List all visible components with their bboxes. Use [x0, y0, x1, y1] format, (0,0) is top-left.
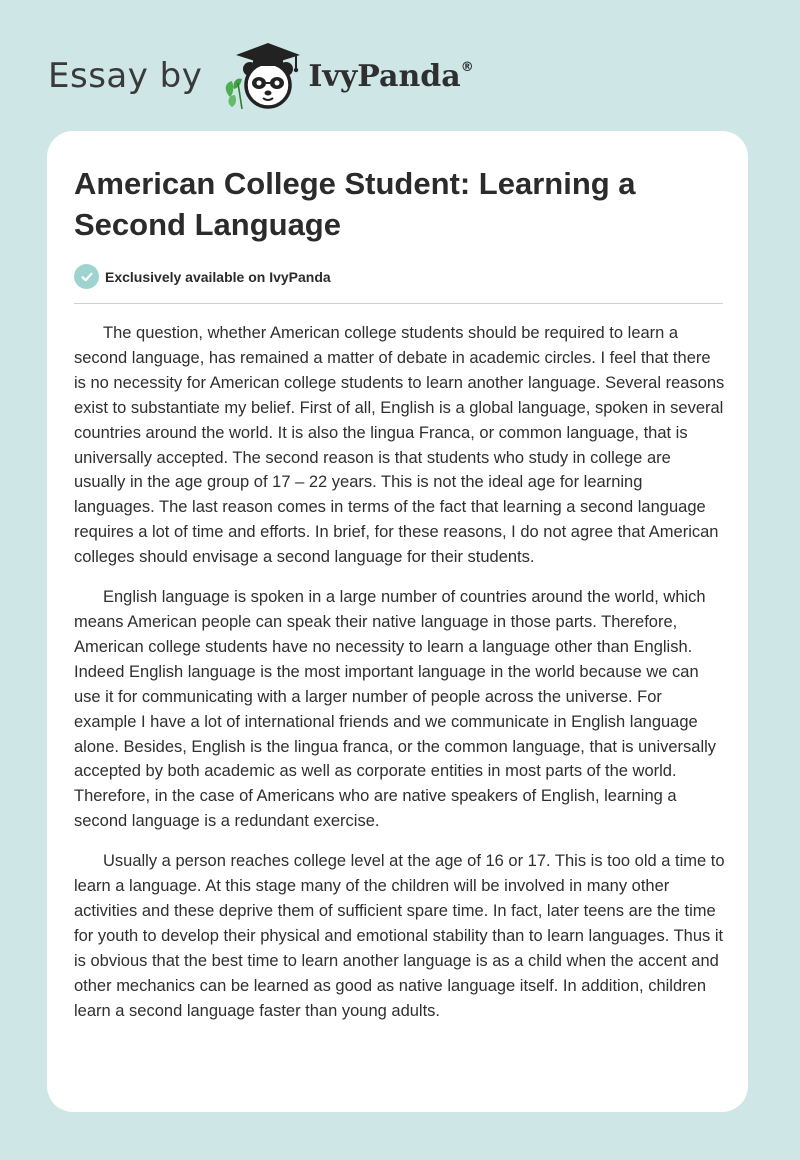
exclusive-label: Exclusively available on IvyPanda — [105, 268, 331, 285]
essay-title: American College Student: Learning a Second Language — [74, 166, 636, 242]
site-header — [48, 36, 474, 116]
check-circle-icon — [74, 264, 99, 289]
essay-by-label: Essay by — [48, 56, 203, 96]
brand-name[interactable]: IvyPanda® — [308, 58, 474, 94]
essay-paragraph: English language is spoken in a large number of countries around the world, which means American people can speak their native language in those parts. Therefore, American college students have no necessity to learn a language other than English. Indeed English language is the most important language in the world because we can use it for communicating with a larger number of people across the universe. For example I have a lot of international friends and we communicate in English language alone. Besides, English is the lingua franca, or the common language, that is universally accepted by both academic as well as corporate entities in most parts of the world. Therefore, in the case of Americans who are native speakers of English, learning a second language is a redundant exercise. — [74, 588, 717, 831]
essay-card — [47, 131, 748, 1112]
panda-graduate-icon[interactable] — [220, 39, 304, 113]
essay-paragraph: The question, whether American college students should be required to learn a second language, has remained a matter of debate in academic circles. I feel that there is no necessity for American college students to learn another language. Several reasons exist to substantiate my belief. First of all, English is a global language, spoken in several countries around the world. It is also the lingua Franca, or common language, that is universally accepted. The second reason is that students who study in college are usually in the age group of 17 – 22 years. This is not the ideal age for learning languages. The last reason comes in terms of the fact that learning a second language requires a lot of time and efforts. In brief, for these reasons, I do not agree that American colleges should envisage a second language for their students. — [74, 324, 725, 567]
trademark-symbol: ® — [460, 59, 474, 75]
essay-paragraph: Usually a person reaches college level at the age of 16 or 17. This is too old a time to learn a language. At this stage many of the children will be involved in many other activities and these deprive them of sufficient spare time. In fact, later teens are the time for youth to develop their physical and emotional stability than to learn languages. Thus it is obvious that the best time to learn another language is as a child when the accent and other mechanics can be learned as good as native language itself. In addition, children learn a second language faster than young adults. — [74, 852, 725, 1020]
divider — [74, 303, 723, 304]
exclusive-badge — [74, 264, 331, 289]
essay-body — [74, 321, 726, 1038]
